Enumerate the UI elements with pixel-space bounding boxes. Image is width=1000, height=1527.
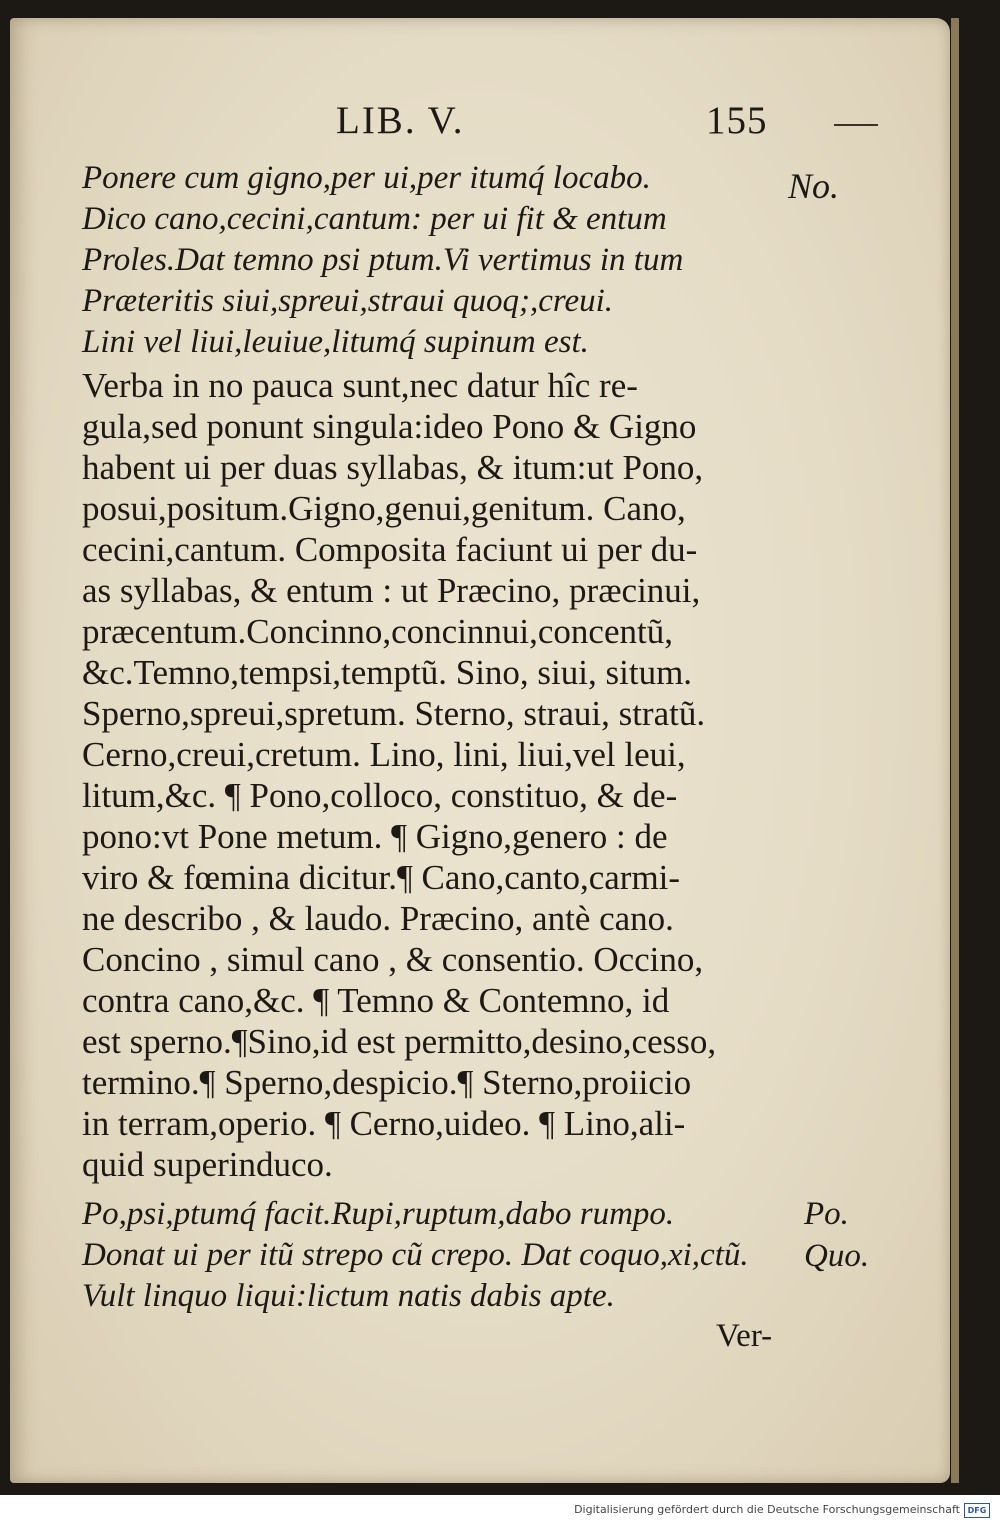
prose-line-18: termino.¶ Sperno,despicio.¶ Sterno,proiicio <box>82 1063 692 1102</box>
verse-line-7: Donat ui per itũ strepo cũ crepo. Dat coquo,xi,ctũ. <box>82 1237 749 1273</box>
verse-line-8: Vult linquo liqui:lictum natis dabis apte. <box>82 1278 615 1314</box>
prose-line-11: litum,&c. ¶ Pono,colloco, constituo, & de- <box>82 776 678 815</box>
footer-bar <box>0 1495 1000 1527</box>
prose-line-13: viro & fœmina dicitur.¶ Cano,canto,carmi- <box>82 858 681 897</box>
margin-note-quo: Quo. <box>804 1238 870 1274</box>
prose-line-1: Verba in no pauca sunt,nec datur hîc re- <box>82 366 638 405</box>
prose-line-6: as syllabas, & entum : ut Præcino, præcinui, <box>82 571 701 610</box>
prose-line-19: in terram,operio. ¶ Cerno,uideo. ¶ Lino,ali- <box>82 1104 686 1143</box>
page-number: 155 <box>706 99 768 142</box>
prose-line-17: est sperno.¶Sino,id est permitto,desino,cesso, <box>82 1022 717 1061</box>
verse-line-1: Ponere cum gigno,per ui,per itumq́ locabo. <box>82 160 651 196</box>
prose-line-8: &c.Temno,tempsi,temptũ. Sino, siui, situm. <box>82 653 693 692</box>
catchword: Ver- <box>716 1318 773 1354</box>
verse-line-5: Lini vel liui,leuiue,litumq́ supinum est. <box>82 324 589 360</box>
prose-line-15: Concino , simul cano , & consentio. Occino, <box>82 940 704 979</box>
prose-line-9: Sperno,spreui,spretum. Sterno, straui, stratũ. <box>82 694 706 733</box>
dfg-logo: DFG <box>964 1503 990 1518</box>
margin-note-po: Po. <box>804 1196 849 1232</box>
prose-line-12: pono:vt Pone metum. ¶ Gigno,genero : de <box>82 817 668 856</box>
verse-line-3: Proles.Dat temno psi ptum.Vi vertimus in tum <box>82 242 684 278</box>
prose-line-3: habent ui per duas syllabas, & itum:ut Pono, <box>82 448 704 487</box>
verse-line-6: Po,psi,ptumq́ facit.Rupi,ruptum,dabo rumpo. <box>82 1196 675 1232</box>
margin-note-no: No. <box>788 166 840 206</box>
prose-line-14: ne describo , & laudo. Præcino, antè cano. <box>82 899 674 938</box>
funding-credit: Digitalisierung gefördert durch die Deutsche Forschungsgemeinschaft <box>574 1503 960 1516</box>
prose-line-7: præcentum.Concinno,concinnui,concentũ, <box>82 612 673 651</box>
verse-line-4: Præteritis siui,spreui,straui quoq;,creui. <box>82 283 614 319</box>
running-head-title: LIB. V. <box>336 99 465 142</box>
verse-line-2: Dico cano,cecini,cantum: per ui fit & entum <box>82 201 667 237</box>
prose-line-5: cecini,cantum. Composita faciunt ui per du- <box>82 530 698 569</box>
prose-line-2: gula,sed ponunt singula:ideo Pono & Gigno <box>82 407 697 446</box>
header-rule <box>834 124 878 126</box>
prose-line-20: quid superinduco. <box>82 1145 333 1184</box>
prose-line-4: posui,positum.Gigno,genui,genitum. Cano, <box>82 489 686 528</box>
page-edge <box>951 18 959 1483</box>
prose-line-16: contra cano,&c. ¶ Temno & Contemno, id <box>82 981 670 1020</box>
prose-line-10: Cerno,creui,cretum. Lino, lini, liui,vel leui, <box>82 735 686 774</box>
